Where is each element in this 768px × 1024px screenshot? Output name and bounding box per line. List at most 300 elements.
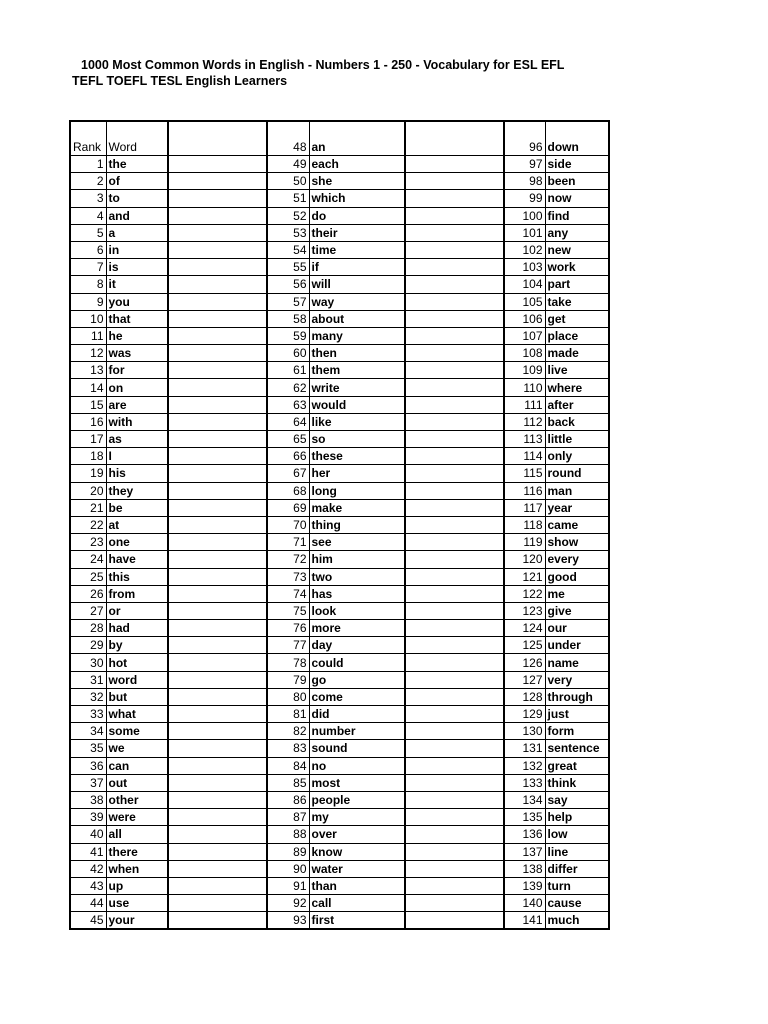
word-cell: and (106, 207, 168, 224)
rank-cell: 74 (267, 585, 309, 602)
word-cell: he (106, 327, 168, 344)
empty-spacer-cell (168, 620, 267, 637)
word-cell: came (545, 516, 609, 533)
empty-spacer-cell (405, 654, 504, 671)
word-cell: what (106, 706, 168, 723)
word-cell: in (106, 241, 168, 258)
rank-cell: 40 (70, 826, 106, 843)
word-cell: people (309, 791, 405, 808)
rank-column-header: Rank (70, 121, 106, 156)
rank-cell: 87 (267, 809, 309, 826)
table-row (70, 448, 609, 465)
empty-spacer-cell (405, 757, 504, 774)
table-row (70, 173, 609, 190)
rank-cell: 109 (504, 362, 545, 379)
rank-cell: 73 (267, 568, 309, 585)
rank-cell: 32 (70, 688, 106, 705)
table-row (70, 327, 609, 344)
word-cell: day (309, 637, 405, 654)
rank-cell: 1 (70, 156, 106, 173)
word-cell: after (545, 396, 609, 413)
empty-spacer-cell (405, 190, 504, 207)
empty-spacer-cell (405, 379, 504, 396)
rank-cell: 135 (504, 809, 545, 826)
word-cell: call (309, 895, 405, 912)
table-row (70, 516, 609, 533)
empty-spacer-cell (168, 757, 267, 774)
rank-cell: 38 (70, 791, 106, 808)
rank-cell: 129 (504, 706, 545, 723)
rank-cell: 48 (267, 121, 309, 156)
rank-cell: 93 (267, 912, 309, 930)
table-row (70, 431, 609, 448)
empty-spacer-cell (405, 465, 504, 482)
word-cell: any (545, 224, 609, 241)
rank-cell: 49 (267, 156, 309, 173)
table-row (70, 276, 609, 293)
rank-cell: 10 (70, 310, 106, 327)
word-cell: first (309, 912, 405, 930)
empty-spacer-cell (168, 207, 267, 224)
rank-cell: 104 (504, 276, 545, 293)
word-cell: great (545, 757, 609, 774)
empty-spacer-cell (405, 327, 504, 344)
rank-cell: 16 (70, 413, 106, 430)
table-row (70, 843, 609, 860)
rank-cell: 60 (267, 345, 309, 362)
word-cell: one (106, 534, 168, 551)
empty-spacer-cell (405, 774, 504, 791)
word-cell: find (545, 207, 609, 224)
rank-cell: 52 (267, 207, 309, 224)
rank-cell: 26 (70, 585, 106, 602)
word-cell: each (309, 156, 405, 173)
empty-spacer-cell (405, 551, 504, 568)
rank-cell: 131 (504, 740, 545, 757)
empty-spacer-cell (405, 259, 504, 276)
word-cell: are (106, 396, 168, 413)
empty-spacer-cell (405, 482, 504, 499)
word-cell: the (106, 156, 168, 173)
rank-cell: 64 (267, 413, 309, 430)
word-cell: differ (545, 860, 609, 877)
word-cell: name (545, 654, 609, 671)
table-row (70, 156, 609, 173)
word-cell: sound (309, 740, 405, 757)
word-cell: part (545, 276, 609, 293)
table-row (70, 774, 609, 791)
rank-cell: 89 (267, 843, 309, 860)
rank-cell: 137 (504, 843, 545, 860)
word-cell: most (309, 774, 405, 791)
word-cell: hot (106, 654, 168, 671)
table-row (70, 688, 609, 705)
rank-cell: 82 (267, 723, 309, 740)
empty-spacer-cell (168, 602, 267, 619)
rank-cell: 15 (70, 396, 106, 413)
table-row (70, 637, 609, 654)
rank-cell: 124 (504, 620, 545, 637)
table-row (70, 362, 609, 379)
word-cell: side (545, 156, 609, 173)
empty-spacer-cell (168, 259, 267, 276)
empty-spacer-cell (405, 362, 504, 379)
rank-cell: 97 (504, 156, 545, 173)
empty-spacer-cell (168, 551, 267, 568)
rank-cell: 11 (70, 327, 106, 344)
word-cell: form (545, 723, 609, 740)
word-cell: two (309, 568, 405, 585)
word-cell: there (106, 843, 168, 860)
rank-cell: 111 (504, 396, 545, 413)
word-cell: under (545, 637, 609, 654)
empty-spacer-cell (405, 809, 504, 826)
rank-cell: 57 (267, 293, 309, 310)
empty-spacer-cell (405, 224, 504, 241)
word-cell: show (545, 534, 609, 551)
empty-spacer-cell (405, 602, 504, 619)
rank-cell: 23 (70, 534, 106, 551)
rank-cell: 102 (504, 241, 545, 258)
rank-cell: 61 (267, 362, 309, 379)
rank-cell: 90 (267, 860, 309, 877)
rank-cell: 21 (70, 499, 106, 516)
rank-cell: 140 (504, 895, 545, 912)
word-cell: our (545, 620, 609, 637)
empty-spacer-cell (405, 156, 504, 173)
empty-spacer-cell (168, 860, 267, 877)
rank-cell: 12 (70, 345, 106, 362)
empty-spacer-cell (405, 241, 504, 258)
word-column-header: Word (106, 121, 168, 156)
table-row (70, 224, 609, 241)
table-row (70, 826, 609, 843)
word-cell: all (106, 826, 168, 843)
word-cell: round (545, 465, 609, 482)
word-cell: his (106, 465, 168, 482)
word-cell: new (545, 241, 609, 258)
empty-spacer-cell (168, 877, 267, 894)
empty-spacer-cell (168, 774, 267, 791)
rank-cell: 70 (267, 516, 309, 533)
empty-spacer-cell (168, 224, 267, 241)
word-cell: go (309, 671, 405, 688)
rank-cell: 103 (504, 259, 545, 276)
empty-spacer-cell (405, 723, 504, 740)
word-cell: number (309, 723, 405, 740)
rank-cell: 126 (504, 654, 545, 671)
empty-spacer-cell (168, 448, 267, 465)
empty-spacer-cell (168, 345, 267, 362)
rank-cell: 35 (70, 740, 106, 757)
word-cell: over (309, 826, 405, 843)
word-cell: only (545, 448, 609, 465)
empty-spacer-cell (405, 895, 504, 912)
empty-spacer-cell (168, 173, 267, 190)
word-cell: at (106, 516, 168, 533)
word-cell: get (545, 310, 609, 327)
empty-spacer-cell (168, 362, 267, 379)
word-cell: now (545, 190, 609, 207)
rank-cell: 58 (267, 310, 309, 327)
word-cell: where (545, 379, 609, 396)
document-title (72, 57, 692, 89)
word-cell: place (545, 327, 609, 344)
word-cell: think (545, 774, 609, 791)
empty-spacer-cell (405, 826, 504, 843)
empty-spacer-cell (168, 396, 267, 413)
word-cell: to (106, 190, 168, 207)
word-cell: her (309, 465, 405, 482)
rank-cell: 122 (504, 585, 545, 602)
table-row (70, 551, 609, 568)
table-row (70, 671, 609, 688)
word-cell: other (106, 791, 168, 808)
rank-cell: 125 (504, 637, 545, 654)
empty-spacer-cell (405, 534, 504, 551)
word-cell: is (106, 259, 168, 276)
rank-cell: 86 (267, 791, 309, 808)
rank-cell: 33 (70, 706, 106, 723)
word-cell: way (309, 293, 405, 310)
rank-cell: 45 (70, 912, 106, 930)
empty-spacer-cell (168, 912, 267, 930)
rank-cell: 51 (267, 190, 309, 207)
rank-cell: 43 (70, 877, 106, 894)
empty-spacer-cell (168, 895, 267, 912)
empty-spacer-cell (168, 431, 267, 448)
empty-spacer-cell (168, 310, 267, 327)
word-cell: will (309, 276, 405, 293)
rank-cell: 132 (504, 757, 545, 774)
word-cell: by (106, 637, 168, 654)
empty-spacer-cell (168, 826, 267, 843)
rank-cell: 69 (267, 499, 309, 516)
word-cell: be (106, 499, 168, 516)
word-cell: word (106, 671, 168, 688)
rank-cell: 139 (504, 877, 545, 894)
empty-spacer-cell (168, 465, 267, 482)
table-row (70, 809, 609, 826)
rank-cell: 114 (504, 448, 545, 465)
word-cell: more (309, 620, 405, 637)
rank-cell: 50 (267, 173, 309, 190)
word-cell: of (106, 173, 168, 190)
word-cell: did (309, 706, 405, 723)
word-cell: out (106, 774, 168, 791)
word-cell: an (309, 121, 405, 156)
word-cell: we (106, 740, 168, 757)
word-cell: these (309, 448, 405, 465)
word-cell: she (309, 173, 405, 190)
word-cell: down (545, 121, 609, 156)
empty-spacer-cell (405, 448, 504, 465)
rank-cell: 37 (70, 774, 106, 791)
empty-spacer-cell (405, 877, 504, 894)
word-cell: good (545, 568, 609, 585)
empty-spacer-cell (405, 912, 504, 930)
rank-cell: 9 (70, 293, 106, 310)
word-cell: many (309, 327, 405, 344)
word-cell: it (106, 276, 168, 293)
word-cell: every (545, 551, 609, 568)
rank-cell: 29 (70, 637, 106, 654)
word-cell: them (309, 362, 405, 379)
word-cell: come (309, 688, 405, 705)
word-cell: for (106, 362, 168, 379)
rank-cell: 81 (267, 706, 309, 723)
word-cell: know (309, 843, 405, 860)
word-cell: made (545, 345, 609, 362)
word-cell: their (309, 224, 405, 241)
word-cell: with (106, 413, 168, 430)
table-row (70, 602, 609, 619)
empty-spacer-cell (405, 396, 504, 413)
word-cell: write (309, 379, 405, 396)
empty-spacer-cell (405, 843, 504, 860)
table-row (70, 310, 609, 327)
rank-cell: 105 (504, 293, 545, 310)
rank-cell: 68 (267, 482, 309, 499)
rank-cell: 36 (70, 757, 106, 774)
rank-cell: 130 (504, 723, 545, 740)
empty-spacer-cell (168, 843, 267, 860)
rank-cell: 55 (267, 259, 309, 276)
table-row (70, 860, 609, 877)
word-cell: use (106, 895, 168, 912)
word-cell: than (309, 877, 405, 894)
rank-cell: 99 (504, 190, 545, 207)
empty-spacer-cell (405, 431, 504, 448)
table-row (70, 413, 609, 430)
rank-cell: 133 (504, 774, 545, 791)
word-cell: have (106, 551, 168, 568)
rank-cell: 138 (504, 860, 545, 877)
word-cell: no (309, 757, 405, 774)
table-row (70, 499, 609, 516)
rank-cell: 101 (504, 224, 545, 241)
rank-cell: 128 (504, 688, 545, 705)
rank-cell: 110 (504, 379, 545, 396)
empty-spacer-cell (168, 482, 267, 499)
word-cell: live (545, 362, 609, 379)
empty-spacer-cell (168, 156, 267, 173)
rank-cell: 22 (70, 516, 106, 533)
word-cell: had (106, 620, 168, 637)
rank-cell: 28 (70, 620, 106, 637)
empty-spacer-cell (405, 671, 504, 688)
empty-spacer-cell (405, 706, 504, 723)
empty-spacer-cell (168, 327, 267, 344)
word-cell: very (545, 671, 609, 688)
word-cell: so (309, 431, 405, 448)
rank-cell: 123 (504, 602, 545, 619)
word-cell: that (106, 310, 168, 327)
rank-cell: 66 (267, 448, 309, 465)
rank-cell: 85 (267, 774, 309, 791)
rank-cell: 34 (70, 723, 106, 740)
rank-cell: 44 (70, 895, 106, 912)
rank-cell: 98 (504, 173, 545, 190)
empty-spacer-cell (168, 654, 267, 671)
empty-spacer-cell (168, 688, 267, 705)
table-row (70, 207, 609, 224)
rank-cell: 17 (70, 431, 106, 448)
word-cell: could (309, 654, 405, 671)
rank-cell: 41 (70, 843, 106, 860)
empty-spacer-cell (168, 637, 267, 654)
table-row (70, 293, 609, 310)
word-cell: low (545, 826, 609, 843)
word-cell: would (309, 396, 405, 413)
word-cell: through (545, 688, 609, 705)
table-row (70, 241, 609, 258)
rank-cell: 5 (70, 224, 106, 241)
table-row (70, 396, 609, 413)
word-cell: line (545, 843, 609, 860)
empty-spacer-cell (168, 723, 267, 740)
word-cell: if (309, 259, 405, 276)
rank-cell: 108 (504, 345, 545, 362)
rank-cell: 88 (267, 826, 309, 843)
empty-spacer-cell (405, 293, 504, 310)
rank-cell: 25 (70, 568, 106, 585)
table-row (70, 723, 609, 740)
empty-spacer-cell (168, 516, 267, 533)
rank-cell: 56 (267, 276, 309, 293)
word-cell: about (309, 310, 405, 327)
rank-cell: 121 (504, 568, 545, 585)
rank-cell: 2 (70, 173, 106, 190)
empty-spacer-cell (168, 671, 267, 688)
empty-spacer-cell (405, 516, 504, 533)
rank-cell: 42 (70, 860, 106, 877)
word-cell: cause (545, 895, 609, 912)
word-cell: give (545, 602, 609, 619)
table-header-row (70, 121, 609, 156)
empty-spacer-cell (405, 860, 504, 877)
rank-cell: 134 (504, 791, 545, 808)
table-row (70, 465, 609, 482)
word-cell: were (106, 809, 168, 826)
word-cell: I (106, 448, 168, 465)
rank-cell: 84 (267, 757, 309, 774)
word-cell: long (309, 482, 405, 499)
rank-cell: 63 (267, 396, 309, 413)
word-cell: thing (309, 516, 405, 533)
table-row (70, 259, 609, 276)
word-cell: sentence (545, 740, 609, 757)
rank-cell: 54 (267, 241, 309, 258)
empty-spacer-cell (168, 276, 267, 293)
rank-cell: 80 (267, 688, 309, 705)
word-rank-table (69, 120, 610, 930)
word-cell: make (309, 499, 405, 516)
rank-cell: 127 (504, 671, 545, 688)
rank-cell: 13 (70, 362, 106, 379)
rank-cell: 136 (504, 826, 545, 843)
word-cell: as (106, 431, 168, 448)
rank-cell: 83 (267, 740, 309, 757)
empty-spacer-cell (405, 276, 504, 293)
empty-spacer-cell (405, 310, 504, 327)
empty-spacer-cell (405, 173, 504, 190)
table-row (70, 706, 609, 723)
empty-spacer-cell (168, 379, 267, 396)
table-row (70, 585, 609, 602)
word-cell: man (545, 482, 609, 499)
rank-cell: 72 (267, 551, 309, 568)
